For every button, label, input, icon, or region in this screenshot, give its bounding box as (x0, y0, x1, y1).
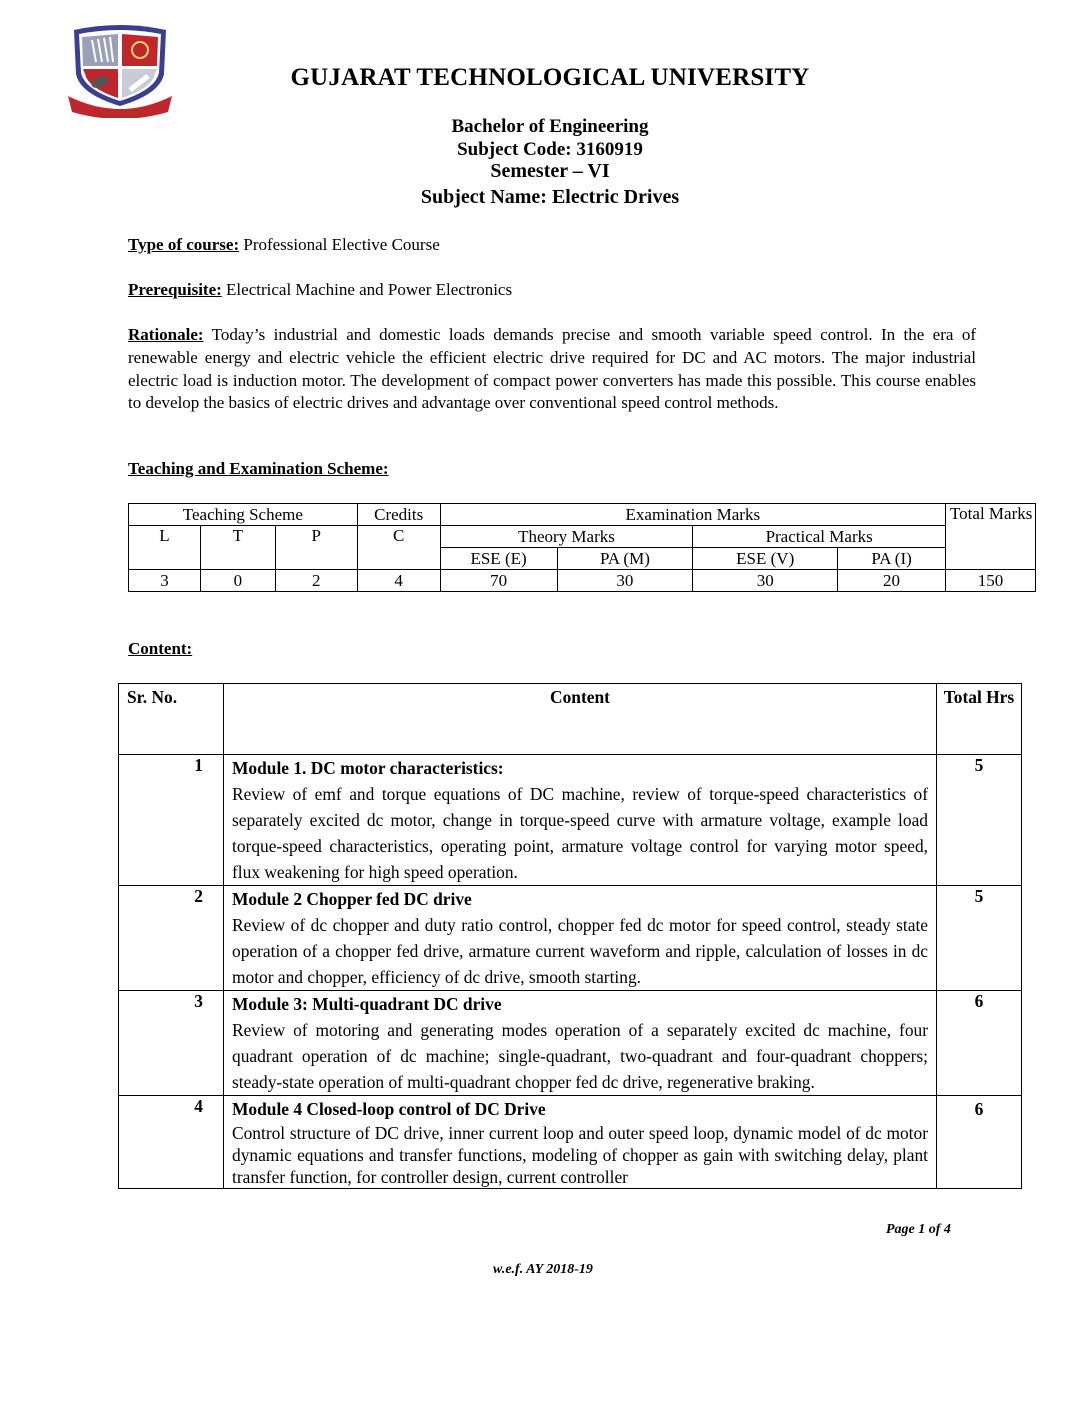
ese-e-header: ESE (E) (440, 548, 557, 570)
credit-value: 4 (357, 570, 440, 592)
tutorial-header: T (200, 526, 275, 570)
total-marks-header: Total Marks (945, 504, 1035, 570)
module-number: 2 (119, 886, 224, 991)
university-name: GUJARAT TECHNOLOGICAL UNIVERSITY (290, 64, 810, 91)
prerequisite-value: Electrical Machine and Power Electronics (221, 280, 513, 299)
module-number: 4 (119, 1096, 224, 1189)
rationale-label: Rationale: (128, 325, 204, 344)
course-type-value: Professional Elective Course (239, 235, 440, 254)
semester: Semester – VI (490, 160, 610, 182)
module-description: Control structure of DC drive, inner current loop and outer speed loop, dynamic model of dc motor dynamic equations and transfer functions, modeling of chopper as gain with switching delay, plant transfer function, for controller design, current controller (232, 1123, 928, 1187)
content-header-row (119, 684, 1022, 755)
lecture-header: L (129, 526, 201, 570)
page-number: Page 1 of 4 (886, 1222, 951, 1237)
prerequisite (128, 279, 976, 302)
module-content (224, 1096, 937, 1189)
module-content (224, 755, 937, 886)
theory-marks-header: Theory Marks (440, 526, 693, 548)
subject-name: Subject Name: Electric Drives (420, 186, 680, 208)
module-hours: 6 (937, 991, 1022, 1096)
module-title: Module 3: Multi-quadrant DC drive (232, 994, 502, 1014)
tutorial-value: 0 (200, 570, 275, 592)
practical-marks-header: Practical Marks (693, 526, 946, 548)
exam-marks-header: Examination Marks (440, 504, 945, 526)
module-hours: 5 (937, 755, 1022, 886)
total-hrs-header: Total Hrs (937, 684, 1022, 755)
content-table (118, 683, 1022, 1189)
module-title: Module 2 Chopper fed DC drive (232, 889, 472, 909)
teaching-scheme-header: Teaching Scheme (129, 504, 358, 526)
module-description: Review of motoring and generating modes operation of a separately excited dc machine, four quadrant operation of dc machine; single-quadrant, two-quadrant and four-quadrant choppers; steady-state operation of multi-quadrant chopper fed dc drive, regenerative braking. (232, 1020, 928, 1092)
total-marks-value: 150 (945, 570, 1035, 592)
scheme-title: Teaching and Examination Scheme: (128, 459, 389, 478)
pa-i-header: PA (I) (838, 548, 946, 570)
module-title: Module 4 Closed-loop control of DC Drive (232, 1099, 546, 1119)
table-row (119, 991, 1022, 1096)
module-content (224, 991, 937, 1096)
practical-header: P (275, 526, 357, 570)
module-content (224, 886, 937, 991)
module-description: Review of emf and torque equations of DC machine, review of torque-speed characteristics of separately excited dc motor, change in torque-speed curve with armature voltage, example load torque-speed characteristics, operating point, armature voltage control for varying motor speed, flux weakening for high speed operation. (232, 784, 928, 882)
teaching-exam-scheme-table (128, 503, 1036, 592)
pa-m-value: 30 (557, 570, 693, 592)
credits-header: Credits (357, 504, 440, 526)
table-row (119, 886, 1022, 991)
table-row (119, 1096, 1022, 1189)
rationale-text: Today’s industrial and domestic loads demands precise and smooth variable speed control. In the era of renewable energy and electric vehicle the efficient electric drive required for DC and AC motors. The major industrial electric load is induction motor. The development of compact power converters has made this possible. This course enables to develop the basics of electric drives and advantage over conventional speed control methods. (128, 325, 976, 413)
ese-v-value: 30 (693, 570, 838, 592)
module-title: Module 1. DC motor characteristics: (232, 758, 504, 778)
effective-year: w.e.f. AY 2018-19 (493, 1262, 593, 1277)
sr-no-header: Sr. No. (119, 684, 224, 755)
module-hours: 6 (937, 1096, 1022, 1189)
ese-e-value: 70 (440, 570, 557, 592)
content-title: Content: (128, 639, 193, 658)
module-number: 3 (119, 991, 224, 1096)
degree: Bachelor of Engineering (451, 116, 649, 137)
prerequisite-label: Prerequisite: (128, 280, 222, 299)
lecture-value: 3 (129, 570, 201, 592)
practical-value: 2 (275, 570, 357, 592)
course-type-label: Type of course: (128, 235, 240, 254)
credit-header: C (357, 526, 440, 570)
module-description: Review of dc chopper and duty ratio control, chopper fed dc motor for speed control, steady state operation of a chopper fed drive, armature current waveform and ripple, calculation of losses in dc motor and chopper, efficiency of dc drive, smooth starting. (232, 915, 928, 987)
module-hours: 5 (937, 886, 1022, 991)
course-type (128, 234, 976, 257)
rationale (128, 324, 976, 415)
subject-code: Subject Code: 3160919 (457, 139, 643, 160)
pa-m-header: PA (M) (557, 548, 693, 570)
ese-v-header: ESE (V) (693, 548, 838, 570)
content-header: Content (224, 684, 937, 755)
pa-i-value: 20 (838, 570, 946, 592)
module-number: 1 (119, 755, 224, 886)
table-row (119, 755, 1022, 886)
